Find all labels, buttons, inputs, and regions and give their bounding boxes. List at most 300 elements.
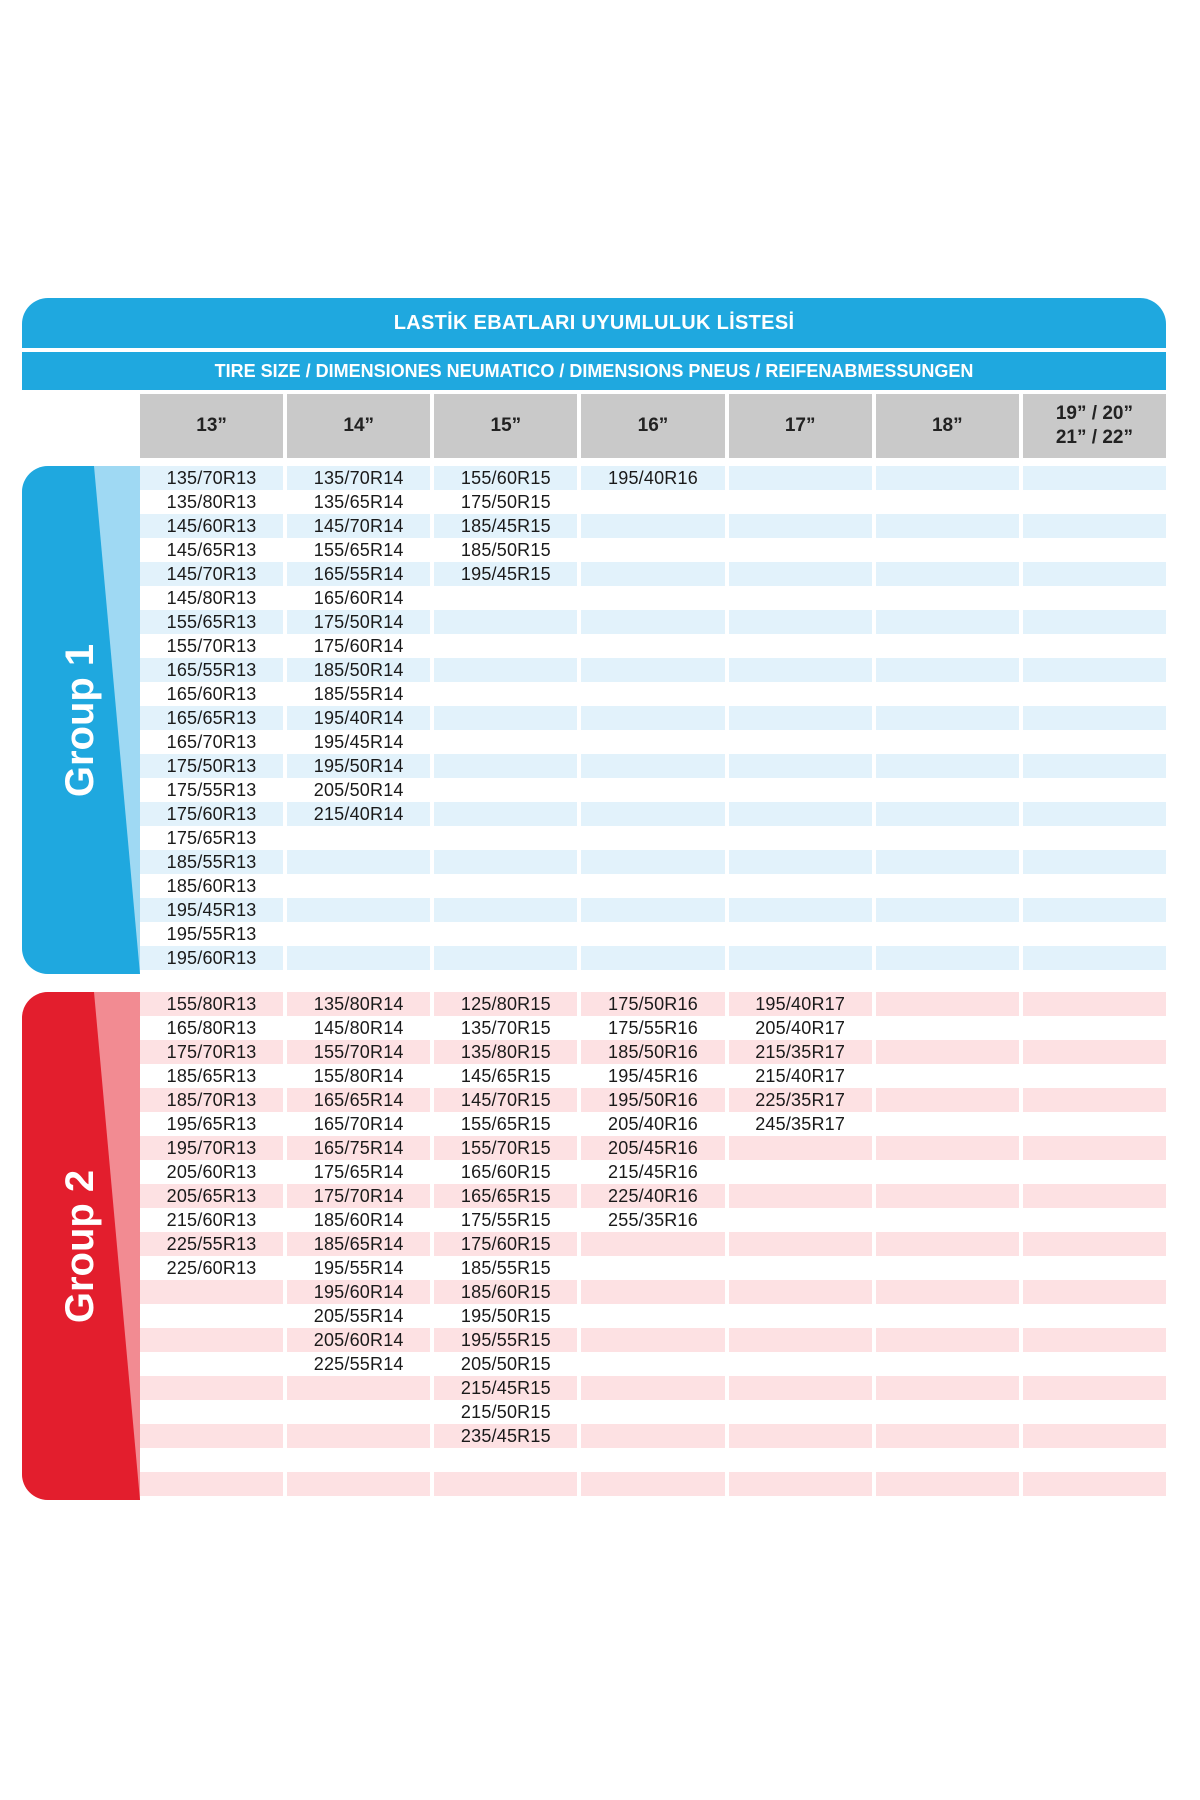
tire-size-cell — [876, 1016, 1019, 1040]
tire-size-cell — [434, 634, 577, 658]
tire-size-cell — [581, 490, 724, 514]
tire-size-cell: 185/50R16 — [581, 1040, 724, 1064]
tire-size-cell — [876, 1064, 1019, 1088]
tire-size-cell: 195/40R16 — [581, 466, 724, 490]
tire-size-cell — [729, 1472, 872, 1496]
tire-size-cell — [1023, 706, 1166, 730]
tire-size-cell — [581, 730, 724, 754]
tire-size-cell — [876, 634, 1019, 658]
size-column — [140, 466, 283, 974]
tire-size-cell: 195/40R14 — [287, 706, 430, 730]
tire-size-cell: 175/50R13 — [140, 754, 283, 778]
tire-size-cell — [581, 1376, 724, 1400]
tire-size-cell — [876, 1280, 1019, 1304]
tire-size-cell — [581, 1400, 724, 1424]
tire-size-cell — [1023, 946, 1166, 970]
tire-size-cell: 185/65R14 — [287, 1232, 430, 1256]
tire-size-cell — [729, 610, 872, 634]
tire-size-cell — [729, 1424, 872, 1448]
tire-size-cell — [434, 1472, 577, 1496]
tire-size-cell — [1023, 826, 1166, 850]
tire-size-cell: 225/55R14 — [313, 1353, 404, 1374]
tire-size-cell — [1023, 1208, 1166, 1232]
tire-size-cell: 185/55R14 — [313, 683, 404, 704]
tire-size-cell: 155/70R15 — [434, 1136, 577, 1160]
tire-size-cell: 205/40R17 — [755, 1017, 846, 1038]
tire-size-cell: 205/45R16 — [581, 1136, 724, 1160]
tire-size-cell — [876, 610, 1019, 634]
tire-size-cell — [729, 466, 872, 490]
tire-size-cell: 215/40R14 — [287, 802, 430, 826]
tire-size-cell: 195/60R14 — [287, 1280, 430, 1304]
tire-size-cell — [140, 1448, 283, 1472]
tire-size-cell — [876, 1040, 1019, 1064]
tire-size-cell — [1023, 1232, 1166, 1256]
tire-size-cell: 255/35R16 — [608, 1209, 698, 1230]
tire-size-cell: 195/45R13 — [140, 898, 283, 922]
tire-size-cell: 185/60R15 — [434, 1280, 577, 1304]
tire-size-cell — [876, 1184, 1019, 1208]
tire-size-cell — [876, 850, 1019, 874]
tire-size-cell — [876, 1424, 1019, 1448]
tire-size-cell: 165/65R13 — [140, 706, 283, 730]
chart-title: LASTİK EBATLARI UYUMLULUK LİSTESİ — [22, 298, 1166, 348]
tire-size-cell — [581, 874, 724, 898]
tire-size-cell — [581, 1424, 724, 1448]
tire-size-cell: 195/45R16 — [608, 1065, 698, 1086]
tire-size-cell — [729, 1184, 872, 1208]
size-column — [581, 992, 724, 1500]
tire-size-cell — [581, 778, 724, 802]
tire-size-cell — [140, 1472, 283, 1496]
group-name: Group 2 — [58, 1169, 103, 1323]
group-block — [22, 992, 1166, 1500]
tire-size-cell — [1023, 850, 1166, 874]
tire-size-cell — [1023, 1256, 1166, 1280]
tire-size-cell — [729, 754, 872, 778]
tire-size-cell — [876, 1112, 1019, 1136]
tire-size-cell: 175/55R16 — [608, 1017, 698, 1038]
tire-size-cell: 155/60R15 — [434, 466, 577, 490]
tire-size-cell: 165/60R13 — [166, 683, 257, 704]
tire-size-cell: 175/70R13 — [140, 1040, 283, 1064]
tire-size-cell — [1023, 1040, 1166, 1064]
tire-size-cell: 175/55R15 — [460, 1209, 551, 1230]
tire-size-cell — [581, 802, 724, 826]
tire-size-cell: 205/50R15 — [460, 1353, 551, 1374]
tire-size-cell: 195/55R15 — [434, 1328, 577, 1352]
tire-size-cell — [1023, 1064, 1166, 1088]
tire-size-cell — [876, 538, 1019, 562]
tire-size-cell — [581, 922, 724, 946]
tire-size-cell — [287, 1400, 430, 1424]
tire-size-cell — [1023, 1160, 1166, 1184]
tire-size-cell — [1023, 754, 1166, 778]
tire-size-cell — [876, 874, 1019, 898]
tire-size-cell: 225/35R17 — [729, 1088, 872, 1112]
tire-size-cell — [1023, 1328, 1166, 1352]
column-header: 18” — [876, 394, 1019, 458]
tire-size-cell: 125/80R15 — [434, 992, 577, 1016]
tire-size-cell: 185/55R15 — [460, 1257, 551, 1278]
tire-size-cell — [729, 706, 872, 730]
tire-size-cell: 135/65R14 — [313, 491, 404, 512]
tire-size-cell — [581, 514, 724, 538]
tire-size-cell — [729, 802, 872, 826]
size-column — [287, 992, 430, 1500]
size-column — [140, 992, 283, 1500]
tire-size-cell: 195/50R15 — [460, 1305, 551, 1326]
tire-size-cell: 175/70R14 — [287, 1184, 430, 1208]
tire-size-cell — [729, 1280, 872, 1304]
tire-size-cell: 165/60R15 — [460, 1161, 551, 1182]
tire-size-cell — [876, 1376, 1019, 1400]
tire-size-cell — [581, 898, 724, 922]
tire-size-cell — [140, 1280, 283, 1304]
tire-size-cell: 145/65R15 — [460, 1065, 551, 1086]
tire-size-cell: 185/50R14 — [287, 658, 430, 682]
tire-size-cell: 135/80R15 — [434, 1040, 577, 1064]
tire-size-cell: 175/65R14 — [313, 1161, 404, 1182]
tire-size-cell — [729, 538, 872, 562]
size-column — [876, 466, 1019, 974]
tire-size-cell: 145/80R13 — [166, 587, 257, 608]
tire-size-cell — [876, 514, 1019, 538]
tire-size-cell — [434, 610, 577, 634]
tire-size-cell: 155/65R13 — [140, 610, 283, 634]
tire-size-cell — [434, 826, 577, 850]
size-column — [434, 992, 577, 1500]
tire-size-cell — [1023, 802, 1166, 826]
tire-size-cell: 195/40R17 — [729, 992, 872, 1016]
tire-size-cell — [876, 562, 1019, 586]
tire-size-cell — [876, 490, 1019, 514]
tire-size-cell — [876, 682, 1019, 706]
tire-size-cell: 185/60R13 — [166, 875, 257, 896]
tire-size-cell — [876, 1232, 1019, 1256]
tire-size-cell — [729, 490, 872, 514]
tire-size-cell: 135/80R14 — [287, 992, 430, 1016]
tire-size-cell: 195/65R13 — [166, 1113, 257, 1134]
tire-size-cell — [729, 1208, 872, 1232]
tire-size-cell — [287, 1448, 430, 1472]
tire-size-cell — [140, 1352, 283, 1376]
tire-size-cell — [434, 1448, 577, 1472]
tire-size-cell — [876, 1160, 1019, 1184]
tire-size-cell — [1023, 1400, 1166, 1424]
tire-size-cell — [581, 850, 724, 874]
tire-size-cell — [876, 1088, 1019, 1112]
tire-size-cell: 195/60R13 — [140, 946, 283, 970]
tire-size-cell: 205/60R13 — [166, 1161, 257, 1182]
size-column — [581, 466, 724, 974]
tire-size-cell: 185/70R13 — [140, 1088, 283, 1112]
tire-size-cell — [1023, 874, 1166, 898]
tire-size-cell — [876, 1304, 1019, 1328]
tire-size-cell — [1023, 562, 1166, 586]
tire-size-cell: 135/80R13 — [166, 491, 257, 512]
tire-size-cell — [876, 1256, 1019, 1280]
tire-size-cell: 145/60R13 — [140, 514, 283, 538]
tire-size-cell: 175/50R15 — [460, 491, 551, 512]
tire-size-cell — [1023, 778, 1166, 802]
tire-size-cell: 155/70R14 — [287, 1040, 430, 1064]
tire-size-cell — [1023, 610, 1166, 634]
tire-size-cell: 185/50R15 — [460, 539, 551, 560]
tire-size-cell — [729, 1328, 872, 1352]
tire-size-cell — [581, 946, 724, 970]
tire-size-cell: 215/50R15 — [460, 1401, 551, 1422]
tire-size-cell — [1023, 1448, 1166, 1472]
tire-size-cell — [434, 706, 577, 730]
tire-size-cell — [434, 682, 577, 706]
tire-size-cell — [729, 826, 872, 850]
tire-size-cell: 195/50R16 — [581, 1088, 724, 1112]
tire-size-cell — [434, 922, 577, 946]
tire-size-cell — [581, 1328, 724, 1352]
tire-size-cell — [1023, 586, 1166, 610]
tire-size-cell: 165/75R14 — [287, 1136, 430, 1160]
tire-size-cell — [581, 826, 724, 850]
tire-size-cell — [287, 946, 430, 970]
tire-size-cell — [287, 874, 430, 898]
tire-size-cell: 175/50R16 — [581, 992, 724, 1016]
tire-size-cell — [729, 874, 872, 898]
tire-size-cell: 175/50R14 — [287, 610, 430, 634]
tire-size-cell: 175/65R13 — [166, 827, 257, 848]
tire-size-cell: 245/35R17 — [755, 1113, 846, 1134]
tire-size-cell: 155/65R15 — [460, 1113, 551, 1134]
tire-size-cell — [876, 946, 1019, 970]
tire-size-cell — [876, 730, 1019, 754]
tire-size-cell: 225/40R16 — [581, 1184, 724, 1208]
tire-size-cell — [876, 1328, 1019, 1352]
tire-size-cell — [876, 706, 1019, 730]
tire-size-cell — [729, 514, 872, 538]
tire-size-cell — [1023, 1376, 1166, 1400]
tire-size-cell — [1023, 922, 1166, 946]
tire-size-cell — [729, 946, 872, 970]
tire-size-cell — [876, 1136, 1019, 1160]
tire-size-cell: 225/55R13 — [140, 1232, 283, 1256]
tire-size-cell: 155/65R14 — [313, 539, 404, 560]
tire-size-cell — [729, 922, 872, 946]
tire-size-cell — [1023, 658, 1166, 682]
tire-size-cell — [876, 466, 1019, 490]
column-header: 17” — [729, 394, 872, 458]
tire-size-cell — [1023, 898, 1166, 922]
tire-size-cell — [287, 826, 430, 850]
tire-size-cell — [140, 1328, 283, 1352]
group-block — [22, 466, 1166, 974]
tire-size-cell: 135/70R13 — [140, 466, 283, 490]
tire-size-cell — [1023, 538, 1166, 562]
tire-size-cell: 155/80R13 — [140, 992, 283, 1016]
size-column — [1023, 466, 1166, 974]
tire-size-cell: 215/45R16 — [608, 1161, 698, 1182]
tire-size-cell — [876, 826, 1019, 850]
tire-size-cell: 205/40R16 — [608, 1113, 698, 1134]
tire-size-cell — [581, 754, 724, 778]
tire-size-cell: 165/70R13 — [166, 731, 257, 752]
tire-size-cell — [729, 1232, 872, 1256]
tire-size-cell — [876, 586, 1019, 610]
tire-size-cell: 235/45R15 — [434, 1424, 577, 1448]
tire-size-cell — [1023, 992, 1166, 1016]
tire-size-cell — [1023, 514, 1166, 538]
tire-size-cell — [729, 1160, 872, 1184]
tire-size-cell — [1023, 1304, 1166, 1328]
tire-size-cell — [1023, 490, 1166, 514]
tire-size-cell — [876, 1448, 1019, 1472]
tire-size-cell: 185/45R15 — [434, 514, 577, 538]
tire-size-cell: 135/70R14 — [287, 466, 430, 490]
chart-subtitle: TIRE SIZE / DIMENSIONES NEUMATICO / DIMENSIONS PNEUS / REIFENABMESSUNGEN — [22, 352, 1166, 390]
tire-size-cell — [729, 682, 872, 706]
tire-size-cell — [140, 1304, 283, 1328]
tire-size-cell — [287, 1376, 430, 1400]
tire-size-cell: 195/55R14 — [313, 1257, 404, 1278]
tire-size-cell — [729, 1136, 872, 1160]
tire-size-cell — [434, 874, 577, 898]
tire-size-cell — [1023, 1184, 1166, 1208]
tire-size-cell: 215/45R15 — [434, 1376, 577, 1400]
tire-size-cell — [729, 1256, 872, 1280]
tire-size-cell: 145/70R15 — [434, 1088, 577, 1112]
column-header: 19” / 20” 21” / 22” — [1023, 394, 1166, 458]
tire-size-cell — [1023, 730, 1166, 754]
tire-size-cell — [581, 1232, 724, 1256]
tire-size-cell: 145/80R14 — [313, 1017, 404, 1038]
tire-size-cell — [581, 634, 724, 658]
tire-size-cell — [581, 658, 724, 682]
tire-size-cell: 165/60R14 — [313, 587, 404, 608]
tire-size-cell — [729, 1400, 872, 1424]
tire-size-cell: 145/65R13 — [166, 539, 257, 560]
tire-size-cell: 165/55R13 — [140, 658, 283, 682]
size-grid — [140, 992, 1166, 1500]
tire-size-cell: 165/80R13 — [166, 1017, 257, 1038]
tire-size-cell — [434, 850, 577, 874]
tire-size-cell — [1023, 1016, 1166, 1040]
tire-size-cell: 205/50R14 — [313, 779, 404, 800]
tire-size-cell: 205/60R14 — [287, 1328, 430, 1352]
tire-size-cell: 215/40R17 — [755, 1065, 846, 1086]
tire-size-cell — [140, 1424, 283, 1448]
tire-size-cell — [434, 898, 577, 922]
tire-size-cell — [287, 898, 430, 922]
tire-size-cell: 165/55R14 — [287, 562, 430, 586]
tire-size-cell — [876, 1208, 1019, 1232]
size-grid — [140, 466, 1166, 974]
tire-size-cell — [581, 1256, 724, 1280]
column-header: 14” — [287, 394, 430, 458]
tire-size-cell — [1023, 1280, 1166, 1304]
tire-size-cell — [581, 1472, 724, 1496]
tire-size-cell: 155/70R13 — [166, 635, 257, 656]
tire-size-cell: 195/70R13 — [140, 1136, 283, 1160]
size-column — [434, 466, 577, 974]
tire-size-cell — [581, 1352, 724, 1376]
tire-size-cell: 205/55R14 — [313, 1305, 404, 1326]
tire-size-cell — [581, 586, 724, 610]
tire-size-cell — [287, 1424, 430, 1448]
tire-size-cell — [581, 1280, 724, 1304]
tire-size-cell — [434, 946, 577, 970]
tire-size-cell — [1023, 1352, 1166, 1376]
tire-size-cell — [876, 1352, 1019, 1376]
tire-size-cell: 195/55R13 — [166, 923, 257, 944]
tire-size-cell — [729, 730, 872, 754]
tire-size-cell: 185/55R13 — [140, 850, 283, 874]
tire-size-cell: 205/65R13 — [140, 1184, 283, 1208]
tire-size-cell — [1023, 634, 1166, 658]
tire-size-cell — [729, 634, 872, 658]
size-column — [729, 992, 872, 1500]
tire-size-cell — [1023, 1136, 1166, 1160]
size-column — [876, 992, 1019, 1500]
tire-size-cell: 145/70R14 — [287, 514, 430, 538]
tire-size-cell — [729, 586, 872, 610]
tire-size-cell — [287, 850, 430, 874]
tire-size-cell — [876, 778, 1019, 802]
tire-size-cell — [1023, 1112, 1166, 1136]
tire-size-cell — [876, 1472, 1019, 1496]
tire-size-cell — [434, 730, 577, 754]
size-column — [287, 466, 430, 974]
tire-size-cell — [1023, 1088, 1166, 1112]
column-header: 15” — [434, 394, 577, 458]
tire-size-cell — [140, 1400, 283, 1424]
tire-size-cell: 215/60R13 — [166, 1209, 257, 1230]
tire-size-cell: 225/60R13 — [166, 1257, 257, 1278]
tire-size-cell — [581, 562, 724, 586]
tire-size-cell — [729, 1376, 872, 1400]
size-column — [1023, 992, 1166, 1500]
column-header: 13” — [140, 394, 283, 458]
tire-size-cell: 195/45R15 — [434, 562, 577, 586]
tire-size-cell — [729, 562, 872, 586]
tire-size-cell — [729, 1448, 872, 1472]
tire-size-cell: 185/60R14 — [313, 1209, 404, 1230]
tire-size-cell: 175/60R13 — [140, 802, 283, 826]
tire-size-cell — [434, 586, 577, 610]
tire-size-cell: 175/60R15 — [434, 1232, 577, 1256]
tire-size-cell: 165/65R14 — [287, 1088, 430, 1112]
tire-size-cell — [140, 1376, 283, 1400]
size-column — [729, 466, 872, 974]
tire-size-cell — [729, 1352, 872, 1376]
tire-size-cell — [287, 1472, 430, 1496]
tire-size-cell — [581, 610, 724, 634]
tire-size-cell — [434, 754, 577, 778]
tire-size-cell: 215/35R17 — [729, 1040, 872, 1064]
tire-size-cell — [581, 706, 724, 730]
tire-size-cell — [581, 538, 724, 562]
tire-size-cell — [1023, 1424, 1166, 1448]
tire-size-cell: 145/70R13 — [140, 562, 283, 586]
tire-size-cell — [876, 898, 1019, 922]
tire-size-cell — [287, 922, 430, 946]
tire-size-cell — [581, 1448, 724, 1472]
tire-size-cell — [581, 682, 724, 706]
tire-size-cell — [581, 1304, 724, 1328]
tire-size-cell — [876, 754, 1019, 778]
tire-size-cell: 175/55R13 — [166, 779, 257, 800]
tire-size-cell — [434, 658, 577, 682]
tire-size-cell — [1023, 1472, 1166, 1496]
group-name: Group 1 — [58, 643, 103, 797]
